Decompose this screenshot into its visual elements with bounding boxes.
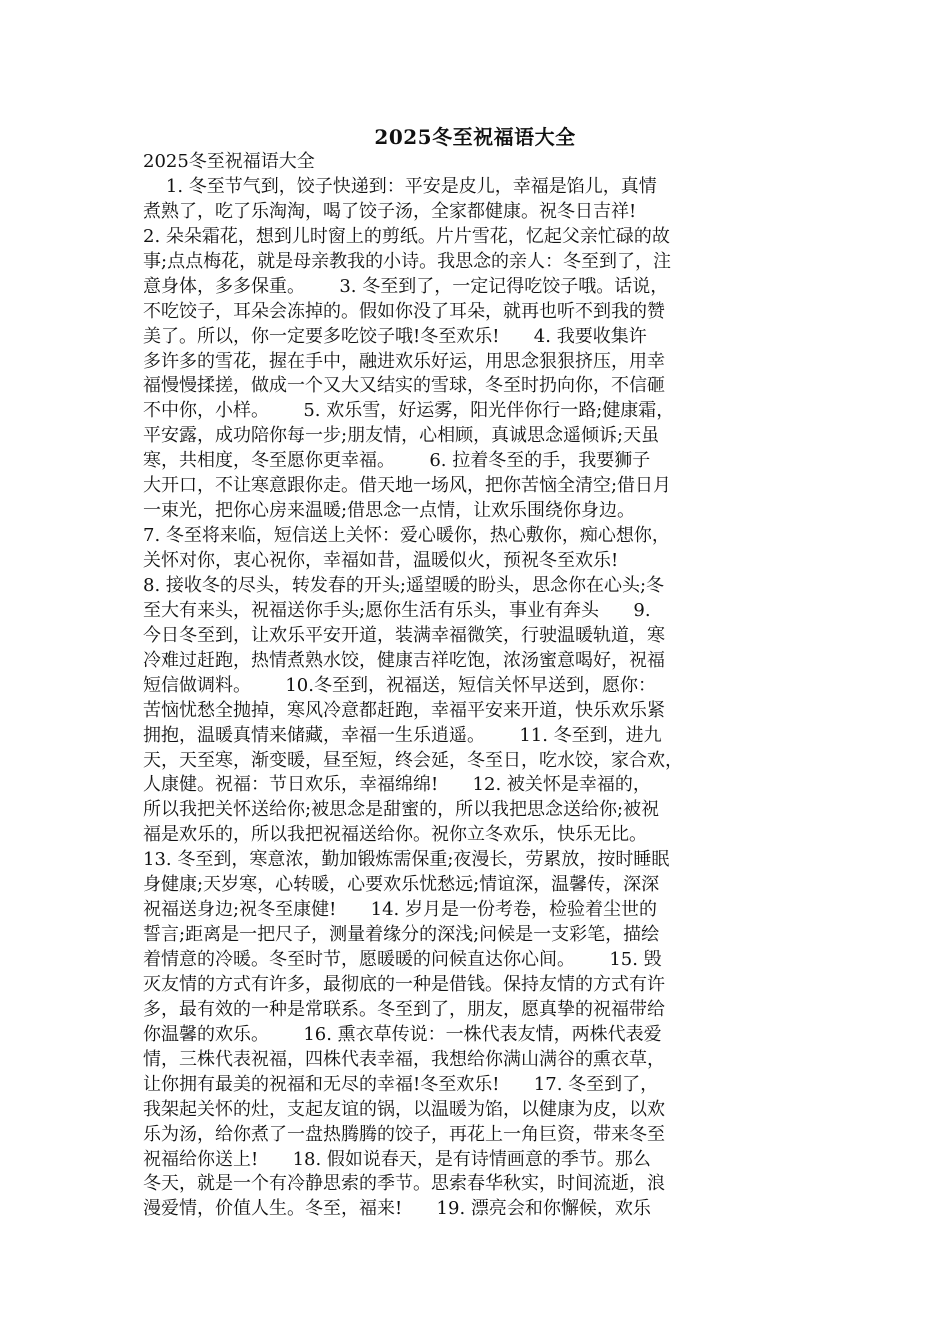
- paragraph-line: 8. 接收冬的尽头，转发春的开头;遥望暖的盼头，思念你在心头;冬: [143, 574, 665, 596]
- paragraph-line: 身健康;天岁寒，心转暖，心要欢乐忧愁远;情谊深，温馨传，深深: [143, 874, 660, 896]
- paragraph-line: 冬天，就是一个有冷静思索的季节。思索春华秋实，时间流逝，浪: [143, 1173, 665, 1195]
- paragraph-line: 所以我把关怀送给你;被思念是甜蜜的，所以我把思念送给你;被祝: [143, 799, 660, 821]
- paragraph-line: 事;点点梅花，就是母亲教我的小诗。我思念的亲人：冬至到了，注: [143, 250, 672, 272]
- paragraph-line: 不吃饺子，耳朵会冻掉的。假如你没了耳朵，就再也听不到我的赞: [143, 300, 665, 322]
- paragraph-line: 誓言;距离是一把尺子，测量着缘分的深浅;问候是一支彩笔，描绘: [143, 924, 660, 946]
- paragraph-line: 1. 冬至节气到，饺子快递到：平安是皮儿，幸福是馅儿，真情: [143, 175, 657, 197]
- paragraph-line: 冷难过赶跑，热情煮熟水饺，健康吉祥吃饱，浓汤蜜意喝好，祝福: [143, 649, 665, 671]
- paragraph-line: 乐为汤，给你煮了一盘热腾腾的饺子，再花上一角巨资，带来冬至: [143, 1123, 665, 1145]
- paragraph-line: 人康健。祝福：节日欢乐，幸福绵绵! 12. 被关怀是幸福的，: [143, 774, 651, 796]
- paragraph-line: 平安露，成功陪你每一步;朋友情，心相顾，真诚思念遥倾诉;天虽: [143, 425, 660, 447]
- paragraph-line: 情，三株代表祝福，四株代表幸福，我想给你满山满谷的熏衣草，: [143, 1048, 665, 1070]
- paragraph-line: 煮熟了，吃了乐淘淘，喝了饺子汤，全家都健康。祝冬日吉祥!: [143, 200, 637, 222]
- document-subtitle-line: 2025冬至祝福语大全: [143, 151, 315, 172]
- paragraph-line: 多，最有效的一种是常联系。冬至到了，朋友，愿真挚的祝福带给: [143, 998, 665, 1020]
- paragraph-line: 灭友情的方式有许多，最彻底的一种是借钱。保持友情的方式有许: [143, 973, 665, 995]
- paragraph-line: 寒，共相度，冬至愿你更幸福。 6. 拉着冬至的手，我要狮子: [143, 450, 651, 472]
- paragraph-line: 让你拥有最美的祝福和无尽的幸福!冬至欢乐! 17. 冬至到了，: [143, 1073, 659, 1095]
- paragraph-line: 13. 冬至到，寒意浓，勤加锻炼需保重;夜漫长，劳累放，按时睡眠: [143, 849, 670, 871]
- paragraph-line: 至大有来头，祝福送你手头;愿你生活有乐头，事业有奔头 9.: [143, 599, 651, 621]
- document-body: [143, 150, 813, 1222]
- paragraph-line: 一束光，把你心房来温暖;借思念一点情，让欢乐围绕你身边。: [143, 500, 636, 522]
- paragraph-line: 意身体，多多保重。 3. 冬至到了，一定记得吃饺子哦。话说，: [143, 275, 669, 297]
- paragraph-line: 祝福送身边;祝冬至康健! 14. 岁月是一份考卷，检验着尘世的: [143, 899, 657, 921]
- paragraph-line: 拥抱，温暖真情来储藏，幸福一生乐逍遥。 11. 冬至到，进九: [143, 724, 662, 746]
- paragraph-line: 福是欢乐的，所以我把祝福送给你。祝你立冬欢乐，快乐无比。: [143, 824, 647, 846]
- paragraph-line: 大开口，不让寒意跟你走。借天地一场风，把你苦恼全清空;借日月: [143, 475, 672, 497]
- paragraph-line: 你温馨的欢乐。 16. 熏衣草传说：一株代表友情，两株代表爱: [143, 1023, 662, 1045]
- paragraph-line: 我架起关怀的灶，支起友谊的锅，以温暖为馅，以健康为皮，以欢: [143, 1098, 665, 1120]
- paragraph-line: 美了。所以，你一定要多吃饺子哦!冬至欢乐! 4. 我要收集许: [143, 325, 647, 347]
- paragraph-line: 2. 朵朵霜花，想到儿时窗上的剪纸。片片雪花，忆起父亲忙碌的故: [143, 225, 670, 247]
- paragraph-line: 祝福给你送上! 18. 假如说春天，是有诗情画意的季节。那么: [143, 1148, 651, 1170]
- paragraph-line: 今日冬至到，让欢乐平安开道，装满幸福微笑，行驶温暖轨道，寒: [143, 624, 665, 646]
- document-title: 2025冬至祝福语大全: [374, 125, 576, 149]
- paragraph-line: 天，天至寒，渐变暖，昼至短，终会延，冬至日，吃水饺，家合欢，: [143, 749, 683, 771]
- paragraph-line: 不中你，小样。 5. 欢乐雪，好运雾，阳光伴你行一路;健康霜，: [143, 400, 675, 422]
- paragraph-line: 短信做调料。 10.冬至到，祝福送，短信关怀早送到，愿你：: [143, 674, 656, 696]
- paragraph-line: 着情意的冷暖。冬至时节，愿暖暖的问候直达你心间。 15. 毁: [143, 949, 662, 970]
- paragraph-line: 7. 冬至将来临，短信送上关怀：爱心暖你，热心敷你，痴心想你，: [143, 525, 670, 547]
- paragraph-line: 福慢慢揉搓，做成一个又大又结实的雪球，冬至时扔向你，不信砸: [143, 375, 665, 397]
- paragraph-line: 漫爱情，价值人生。冬至，福来! 19. 漂亮会和你懈候，欢乐: [143, 1198, 651, 1220]
- paragraph-line: 苦恼忧愁全抛掉，寒风冷意都赶跑，幸福平安来开道，快乐欢乐紧: [143, 699, 665, 721]
- paragraph-line: 多许多的雪花，握在手中，融进欢乐好运，用思念狠狠挤压，用幸: [143, 350, 665, 372]
- paragraph-line: 关怀对你，衷心祝你，幸福如昔，温暖似火，预祝冬至欢乐!: [143, 550, 619, 571]
